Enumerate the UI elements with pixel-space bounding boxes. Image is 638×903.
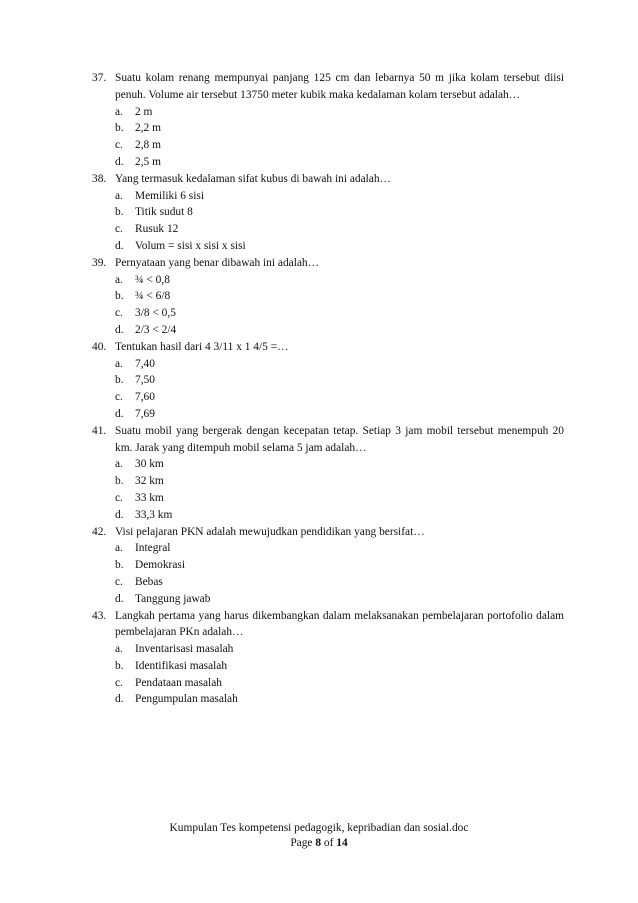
question-item: [92, 70, 564, 171]
option-letter: b.: [115, 122, 124, 135]
answer-option: [115, 456, 564, 473]
footer-filename: Kumpulan Tes kompetensi pedagogik, kepribadian dan sosial.doc: [169, 822, 469, 834]
question-number: 40.: [92, 340, 107, 353]
answer-option: [115, 137, 564, 154]
option-text: 7,40: [135, 357, 155, 370]
answer-option: [115, 288, 564, 305]
question-item: [92, 339, 564, 423]
answer-options: [115, 188, 564, 255]
option-text: Inventarisasi masalah: [135, 643, 234, 656]
option-text: Demokrasi: [135, 559, 185, 572]
option-letter: d.: [115, 592, 124, 605]
question-number: 38.: [92, 172, 107, 185]
question-stem: [92, 171, 564, 188]
answer-option: [115, 406, 564, 423]
option-text: 2,5 m: [135, 155, 161, 168]
option-text: Pendataan masalah: [135, 676, 222, 689]
answer-option: [115, 490, 564, 507]
page-of: of: [323, 837, 334, 849]
option-text: 7,50: [135, 374, 155, 387]
answer-options: [115, 456, 564, 523]
question-number: 41.: [92, 424, 107, 437]
option-text: Titik sudut 8: [135, 206, 193, 219]
option-text: Memiliki 6 sisi: [135, 189, 204, 202]
option-text: ¾ < 6/8: [135, 290, 171, 303]
option-letter: a.: [115, 105, 123, 118]
answer-option: [115, 389, 564, 406]
page-current: 8: [315, 837, 322, 849]
option-text: 32 km: [135, 475, 164, 488]
option-text: 3/8 < 0,5: [135, 307, 176, 320]
question-text: Suatu kolam renang mempunyai panjang 125 cm dan lebarnya 50 m jika kolam tersebut diisi penuh. Volume air tersebut 13750 meter kubik maka kedalaman kolam tersebut adalah…: [115, 72, 564, 101]
question-stem: [92, 255, 564, 272]
question-text: Tentukan hasil dari 4 3/11 x 1 4/5 =…: [115, 340, 289, 353]
option-text: 2,2 m: [135, 122, 161, 135]
question-number: 43.: [92, 609, 107, 622]
answer-option: [115, 238, 564, 255]
option-letter: d.: [115, 155, 124, 168]
option-letter: a.: [115, 189, 123, 202]
answer-option: [115, 104, 564, 121]
question-item: [92, 171, 564, 255]
option-letter: c.: [115, 223, 123, 236]
option-text: ¾ < 0,8: [135, 273, 170, 286]
option-letter: c.: [115, 491, 123, 504]
answer-options: [115, 356, 564, 423]
answer-options: [115, 641, 564, 708]
answer-option: [115, 658, 564, 675]
option-letter: c.: [115, 391, 123, 404]
option-text: Rusuk 12: [135, 223, 179, 236]
question-text: Suatu mobil yang bergerak dengan kecepatan tetap. Setiap 3 jam mobil tersebut menempuh 20 km. Jarak yang ditempuh mobil selama 5 jam adalah…: [115, 424, 564, 454]
option-letter: d.: [115, 323, 124, 336]
answer-option: [115, 473, 564, 490]
question-text: Langkah pertama yang harus dikembangkan dalam melaksanakan pembelajaran portofolio dalam pembelajaran PKn adalah…: [115, 609, 564, 639]
answer-option: [115, 507, 564, 524]
option-text: 33,3 km: [135, 508, 173, 521]
answer-option: [115, 540, 564, 557]
option-text: 2 m: [135, 105, 153, 118]
option-letter: b.: [115, 475, 124, 488]
question-item: [92, 423, 564, 524]
option-letter: a.: [115, 643, 123, 656]
answer-option: [115, 305, 564, 322]
page-indicator: [0, 836, 638, 851]
question-item: [92, 608, 564, 709]
option-text: Bebas: [135, 575, 163, 588]
page-total: 14: [336, 837, 348, 849]
answer-option: [115, 204, 564, 221]
page-prefix: Page: [290, 837, 313, 849]
answer-option: [115, 356, 564, 373]
question-text: Pernyataan yang benar dibawah ini adalah…: [115, 256, 320, 269]
option-letter: c.: [115, 307, 123, 320]
option-letter: a.: [115, 273, 123, 286]
answer-options: [115, 540, 564, 607]
answer-option: [115, 574, 564, 591]
answer-option: [115, 154, 564, 171]
option-letter: b.: [115, 206, 124, 219]
answer-option: [115, 188, 564, 205]
option-letter: a.: [115, 458, 123, 471]
answer-option: [115, 372, 564, 389]
option-text: 33 km: [135, 491, 164, 504]
answer-option: [115, 557, 564, 574]
option-text: Tanggung jawab: [135, 592, 211, 605]
question-text: Visi pelajaran PKN adalah mewujudkan pendidikan yang bersifat…: [115, 525, 425, 538]
option-text: 2/3 < 2/4: [135, 323, 177, 336]
option-text: Pengumpulan masalah: [135, 693, 238, 706]
option-text: 30 km: [135, 458, 164, 471]
option-text: 7,69: [135, 407, 155, 420]
question-number: 42.: [92, 525, 107, 538]
question-item: [92, 524, 564, 608]
question-stem: [92, 339, 564, 356]
option-text: 2,8 m: [135, 139, 161, 152]
answer-option: [115, 120, 564, 137]
option-letter: b.: [115, 290, 124, 303]
option-text: Volum = sisi x sisi x sisi: [135, 239, 246, 252]
answer-option: [115, 591, 564, 608]
question-number: 39.: [92, 256, 107, 269]
question-stem: [92, 524, 564, 541]
answer-option: [115, 322, 564, 339]
option-text: Identifikasi masalah: [135, 659, 228, 672]
option-letter: a.: [115, 542, 123, 555]
answer-option: [115, 691, 564, 708]
answer-options: [115, 104, 564, 171]
page-footer: [0, 821, 638, 851]
option-letter: b.: [115, 559, 124, 572]
option-text: 7,60: [135, 391, 155, 404]
option-letter: b.: [115, 374, 124, 387]
question-stem: [92, 70, 564, 104]
option-letter: d.: [115, 508, 124, 521]
question-number: 37.: [92, 72, 107, 84]
option-letter: c.: [115, 676, 123, 689]
answer-options: [115, 272, 564, 339]
option-letter: d.: [115, 239, 124, 252]
option-letter: d.: [115, 693, 124, 706]
option-letter: d.: [115, 407, 124, 420]
option-letter: c.: [115, 575, 123, 588]
option-text: Integral: [135, 542, 171, 555]
question-list: [92, 70, 564, 708]
option-letter: a.: [115, 357, 123, 370]
option-letter: c.: [115, 139, 123, 152]
question-stem: [92, 608, 564, 642]
question-item: [92, 255, 564, 339]
question-text: Yang termasuk kedalaman sifat kubus di bawah ini adalah…: [115, 172, 391, 185]
answer-option: [115, 675, 564, 692]
option-letter: b.: [115, 659, 124, 672]
answer-option: [115, 641, 564, 658]
answer-option: [115, 221, 564, 238]
question-stem: [92, 423, 564, 457]
answer-option: [115, 272, 564, 289]
